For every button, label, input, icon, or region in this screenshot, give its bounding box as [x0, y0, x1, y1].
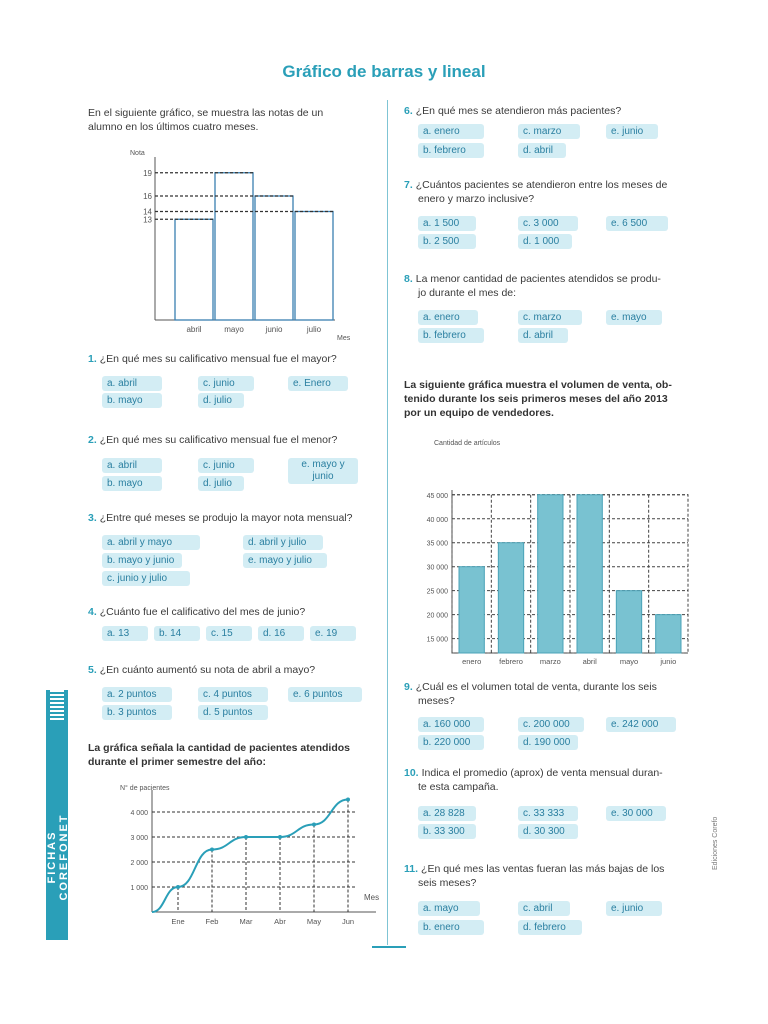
x-tick-label: junio [265, 325, 283, 334]
question-text: La menor cantidad de pacientes atendidos se produ- [415, 273, 661, 285]
answer-option[interactable]: c. marzo [518, 124, 580, 139]
y-tick-label: 30 000 [426, 564, 448, 572]
question-6-text [404, 104, 621, 118]
y-axis-label: N° de pacientes [120, 785, 170, 792]
answer-option[interactable]: e. 30 000 [606, 806, 666, 821]
question-1-text [88, 352, 337, 366]
answer-option[interactable]: b. 220 000 [418, 735, 484, 750]
bottom-accent-line [372, 946, 406, 948]
answer-option[interactable]: d. 5 puntos [198, 705, 268, 720]
question-11-text [404, 862, 664, 876]
data-point [312, 823, 316, 827]
bar-junio [656, 615, 681, 653]
data-point [176, 885, 180, 889]
y-tick-label: 35 000 [426, 540, 448, 548]
answer-option[interactable]: a. abril y mayo [102, 535, 200, 550]
answer-option[interactable]: a. abril [102, 458, 162, 473]
answer-option[interactable]: e. mayo y junio [288, 458, 358, 484]
answer-option[interactable]: a. mayo [418, 901, 480, 916]
answer-option[interactable]: d. julio [198, 476, 244, 491]
question-number: 10. [404, 767, 419, 779]
page-title: Gráfico de barras y lineal [282, 62, 486, 81]
data-point [210, 848, 214, 852]
answer-option[interactable]: d. 16 [258, 626, 304, 641]
x-tick-label: junio [660, 657, 677, 666]
bar-abril [175, 219, 213, 320]
question-4-text [88, 605, 305, 619]
side-tab-label: FICHAS COREFONET [46, 813, 70, 901]
question-7-text [404, 192, 534, 206]
intro-grades-line: alumno en los últimos cuatro meses. [88, 121, 259, 133]
question-text: ¿Cuál es el volumen total de venta, durante los seis [415, 681, 657, 693]
answer-option[interactable]: b. febrero [418, 143, 484, 158]
question-text: ¿En qué mes las ventas fueran las más bajas de los [421, 863, 665, 875]
answer-option[interactable]: d. febrero [518, 920, 582, 935]
answer-option[interactable]: e. junio [606, 124, 658, 139]
answer-option[interactable]: e. Enero [288, 376, 348, 391]
answer-option[interactable]: c. junio [198, 458, 254, 473]
question-text: ¿En qué mes su calificativo mensual fue el menor? [99, 434, 338, 446]
answer-option[interactable]: a. abril [102, 376, 162, 391]
answer-option[interactable]: e. 6 500 [606, 216, 668, 231]
column-divider [387, 100, 388, 945]
side-tab [46, 690, 68, 940]
question-number: 3. [88, 512, 97, 524]
bar-abril [577, 495, 602, 653]
answer-option[interactable]: d. abril [518, 143, 566, 158]
answer-option[interactable]: c. 33 333 [518, 806, 578, 821]
bar-enero [459, 567, 484, 653]
question-5-text [88, 663, 315, 677]
x-tick-label: abril [186, 325, 202, 334]
question-number: 4. [88, 606, 97, 618]
y-tick-label: 25 000 [426, 588, 448, 596]
answer-option[interactable]: b. mayo y junio [102, 553, 182, 568]
x-tick-label: Mar [239, 917, 253, 926]
y-axis-label: Nota [130, 150, 145, 157]
answer-option[interactable]: c. abril [518, 901, 570, 916]
bar-febrero [498, 543, 523, 653]
x-tick-label: mayo [619, 657, 639, 666]
answer-option[interactable]: d. abril y julio [243, 535, 323, 550]
answer-option[interactable]: b. 14 [154, 626, 200, 641]
answer-option[interactable]: a. enero [418, 124, 484, 139]
patients-line-chart [110, 782, 380, 937]
question-number: 8. [404, 273, 413, 285]
y-tick-label: 13 [143, 215, 152, 225]
answer-option[interactable]: c. junio y julio [102, 571, 190, 586]
intro-grades-line: En el siguiente gráfico, se muestra las notas de un [88, 107, 324, 119]
question-10-text [404, 766, 663, 780]
y-tick-label: 16 [143, 192, 152, 201]
question-9-text [404, 694, 455, 708]
y-tick-label: 2 000 [130, 860, 148, 867]
question-number: 1. [88, 353, 97, 365]
data-point [244, 835, 248, 839]
answer-option[interactable]: e. 19 [310, 626, 356, 641]
answer-option[interactable]: b. enero [418, 920, 484, 935]
answer-option[interactable]: e. mayo y julio [243, 553, 327, 568]
question-10-text [404, 780, 499, 794]
question-text: ¿En cuánto aumentó su nota de abril a mayo? [99, 664, 316, 676]
question-11-text [404, 876, 476, 890]
answer-option[interactable]: c. 4 puntos [198, 687, 268, 702]
question-3-text [88, 511, 352, 525]
question-9-text [404, 680, 657, 694]
question-text: meses? [418, 695, 455, 707]
answer-option[interactable]: c. 3 000 [518, 216, 578, 231]
question-number: 6. [404, 105, 413, 117]
y-tick-label: 45 000 [426, 492, 448, 500]
answer-option[interactable]: d. abril [518, 328, 568, 343]
answer-option[interactable]: a. 13 [102, 626, 148, 641]
question-number: 5. [88, 664, 97, 676]
question-8-text [404, 286, 516, 300]
bar-marzo [538, 495, 563, 653]
answer-option[interactable]: b. 33 300 [418, 824, 476, 839]
patients-line [152, 800, 348, 913]
answer-option[interactable]: e. 6 puntos [288, 687, 362, 702]
answer-option[interactable]: d. 1 000 [518, 234, 572, 249]
answer-option[interactable]: a. 28 828 [418, 806, 476, 821]
side-tab-stripes [50, 690, 64, 720]
x-tick-label: marzo [539, 657, 561, 666]
question-number: 11. [404, 863, 419, 875]
answer-option[interactable]: c. marzo [518, 310, 582, 325]
intro-sales-line: por un equipo de vendedores. [404, 407, 554, 419]
question-text: ¿Cuánto fue el calificativo del mes de junio? [99, 606, 306, 618]
answer-option[interactable]: b. mayo [102, 476, 162, 491]
x-tick-label: Ene [171, 917, 185, 926]
x-tick-label: Abr [274, 917, 286, 926]
answer-option[interactable]: c. 15 [206, 626, 252, 641]
question-text: jo durante el mes de: [418, 287, 517, 299]
x-axis-label: Mes [337, 335, 351, 342]
y-tick-label: 3 000 [130, 835, 148, 842]
y-tick-label: 4 000 [130, 810, 148, 817]
bar-mayo [616, 591, 641, 653]
y-tick-label: 1 000 [130, 885, 148, 892]
question-text: enero y marzo inclusive? [418, 193, 535, 205]
x-tick-label: mayo [224, 325, 244, 334]
question-text: te esta campaña. [418, 781, 499, 793]
answer-option[interactable]: c. junio [198, 376, 254, 391]
question-text: ¿En qué mes se atendieron más pacientes? [415, 105, 622, 117]
answer-option[interactable]: e. mayo [606, 310, 662, 325]
answer-option[interactable]: e. 242 000 [606, 717, 676, 732]
intro-sales-line: tenido durante los seis primeros meses del año 2013 [404, 393, 668, 405]
question-8-text [404, 272, 661, 286]
question-text: ¿En qué mes su calificativo mensual fue el mayor? [99, 353, 337, 365]
y-tick-label: 15 000 [426, 636, 448, 644]
answer-option[interactable]: b. 3 puntos [102, 705, 172, 720]
question-text: Indica el promedio (aprox) de venta mensual duran- [421, 767, 663, 779]
question-number: 9. [404, 681, 413, 693]
answer-option[interactable]: a. 2 puntos [102, 687, 172, 702]
x-tick-label: febrero [499, 657, 523, 666]
question-text: ¿Cuántos pacientes se atendieron entre los meses de [415, 179, 668, 191]
x-tick-label: Feb [205, 917, 219, 926]
x-axis-label: Mes [364, 893, 380, 902]
answer-option[interactable]: a. enero [418, 310, 478, 325]
question-2-text [88, 433, 337, 447]
y-tick-label: 19 [143, 168, 152, 178]
question-number: 7. [404, 179, 413, 191]
x-tick-label: enero [462, 657, 482, 666]
x-tick-label: Jun [341, 917, 355, 926]
y-tick-label: 20 000 [426, 612, 448, 620]
data-point [346, 798, 350, 802]
answer-option[interactable]: a. 1 500 [418, 216, 476, 231]
answer-option[interactable]: e. junio [606, 901, 662, 916]
publisher-credit: Ediciones Corefo [712, 816, 719, 870]
x-tick-label: julio [306, 325, 322, 334]
bar-julio [295, 212, 333, 321]
answer-option[interactable]: d. julio [198, 393, 244, 408]
answer-option[interactable]: d. 190 000 [518, 735, 578, 750]
question-text: ¿Entre qué meses se produjo la mayor nota mensual? [99, 512, 353, 524]
answer-option[interactable]: b. 2 500 [418, 234, 476, 249]
question-text: seis meses? [418, 877, 477, 889]
y-axis-label: Cantidad de artículos [434, 440, 501, 447]
question-number: 2. [88, 434, 97, 446]
x-tick-label: abril [582, 657, 597, 666]
x-tick-label: May [306, 917, 322, 926]
intro-patients-line: durante el primer semestre del año: [88, 756, 266, 768]
grades-bar-chart [125, 145, 380, 345]
intro-sales-line: La siguiente gráfica muestra el volumen de venta, ob- [404, 379, 672, 391]
answer-option[interactable]: b. mayo [102, 393, 162, 408]
answer-option[interactable]: c. 200 000 [518, 717, 584, 732]
data-point [278, 835, 282, 839]
bar-junio [255, 196, 293, 320]
intro-patients-line: La gráfica señala la cantidad de pacientes atendidos [88, 742, 351, 754]
answer-option[interactable]: a. 160 000 [418, 717, 484, 732]
answer-option[interactable]: d. 30 300 [518, 824, 578, 839]
sales-bar-chart [400, 435, 700, 670]
bar-mayo [215, 173, 253, 320]
y-tick-label: 40 000 [426, 516, 448, 524]
y-tick-label: 14 [143, 207, 152, 217]
question-7-text [404, 178, 667, 192]
answer-option[interactable]: b. febrero [418, 328, 484, 343]
